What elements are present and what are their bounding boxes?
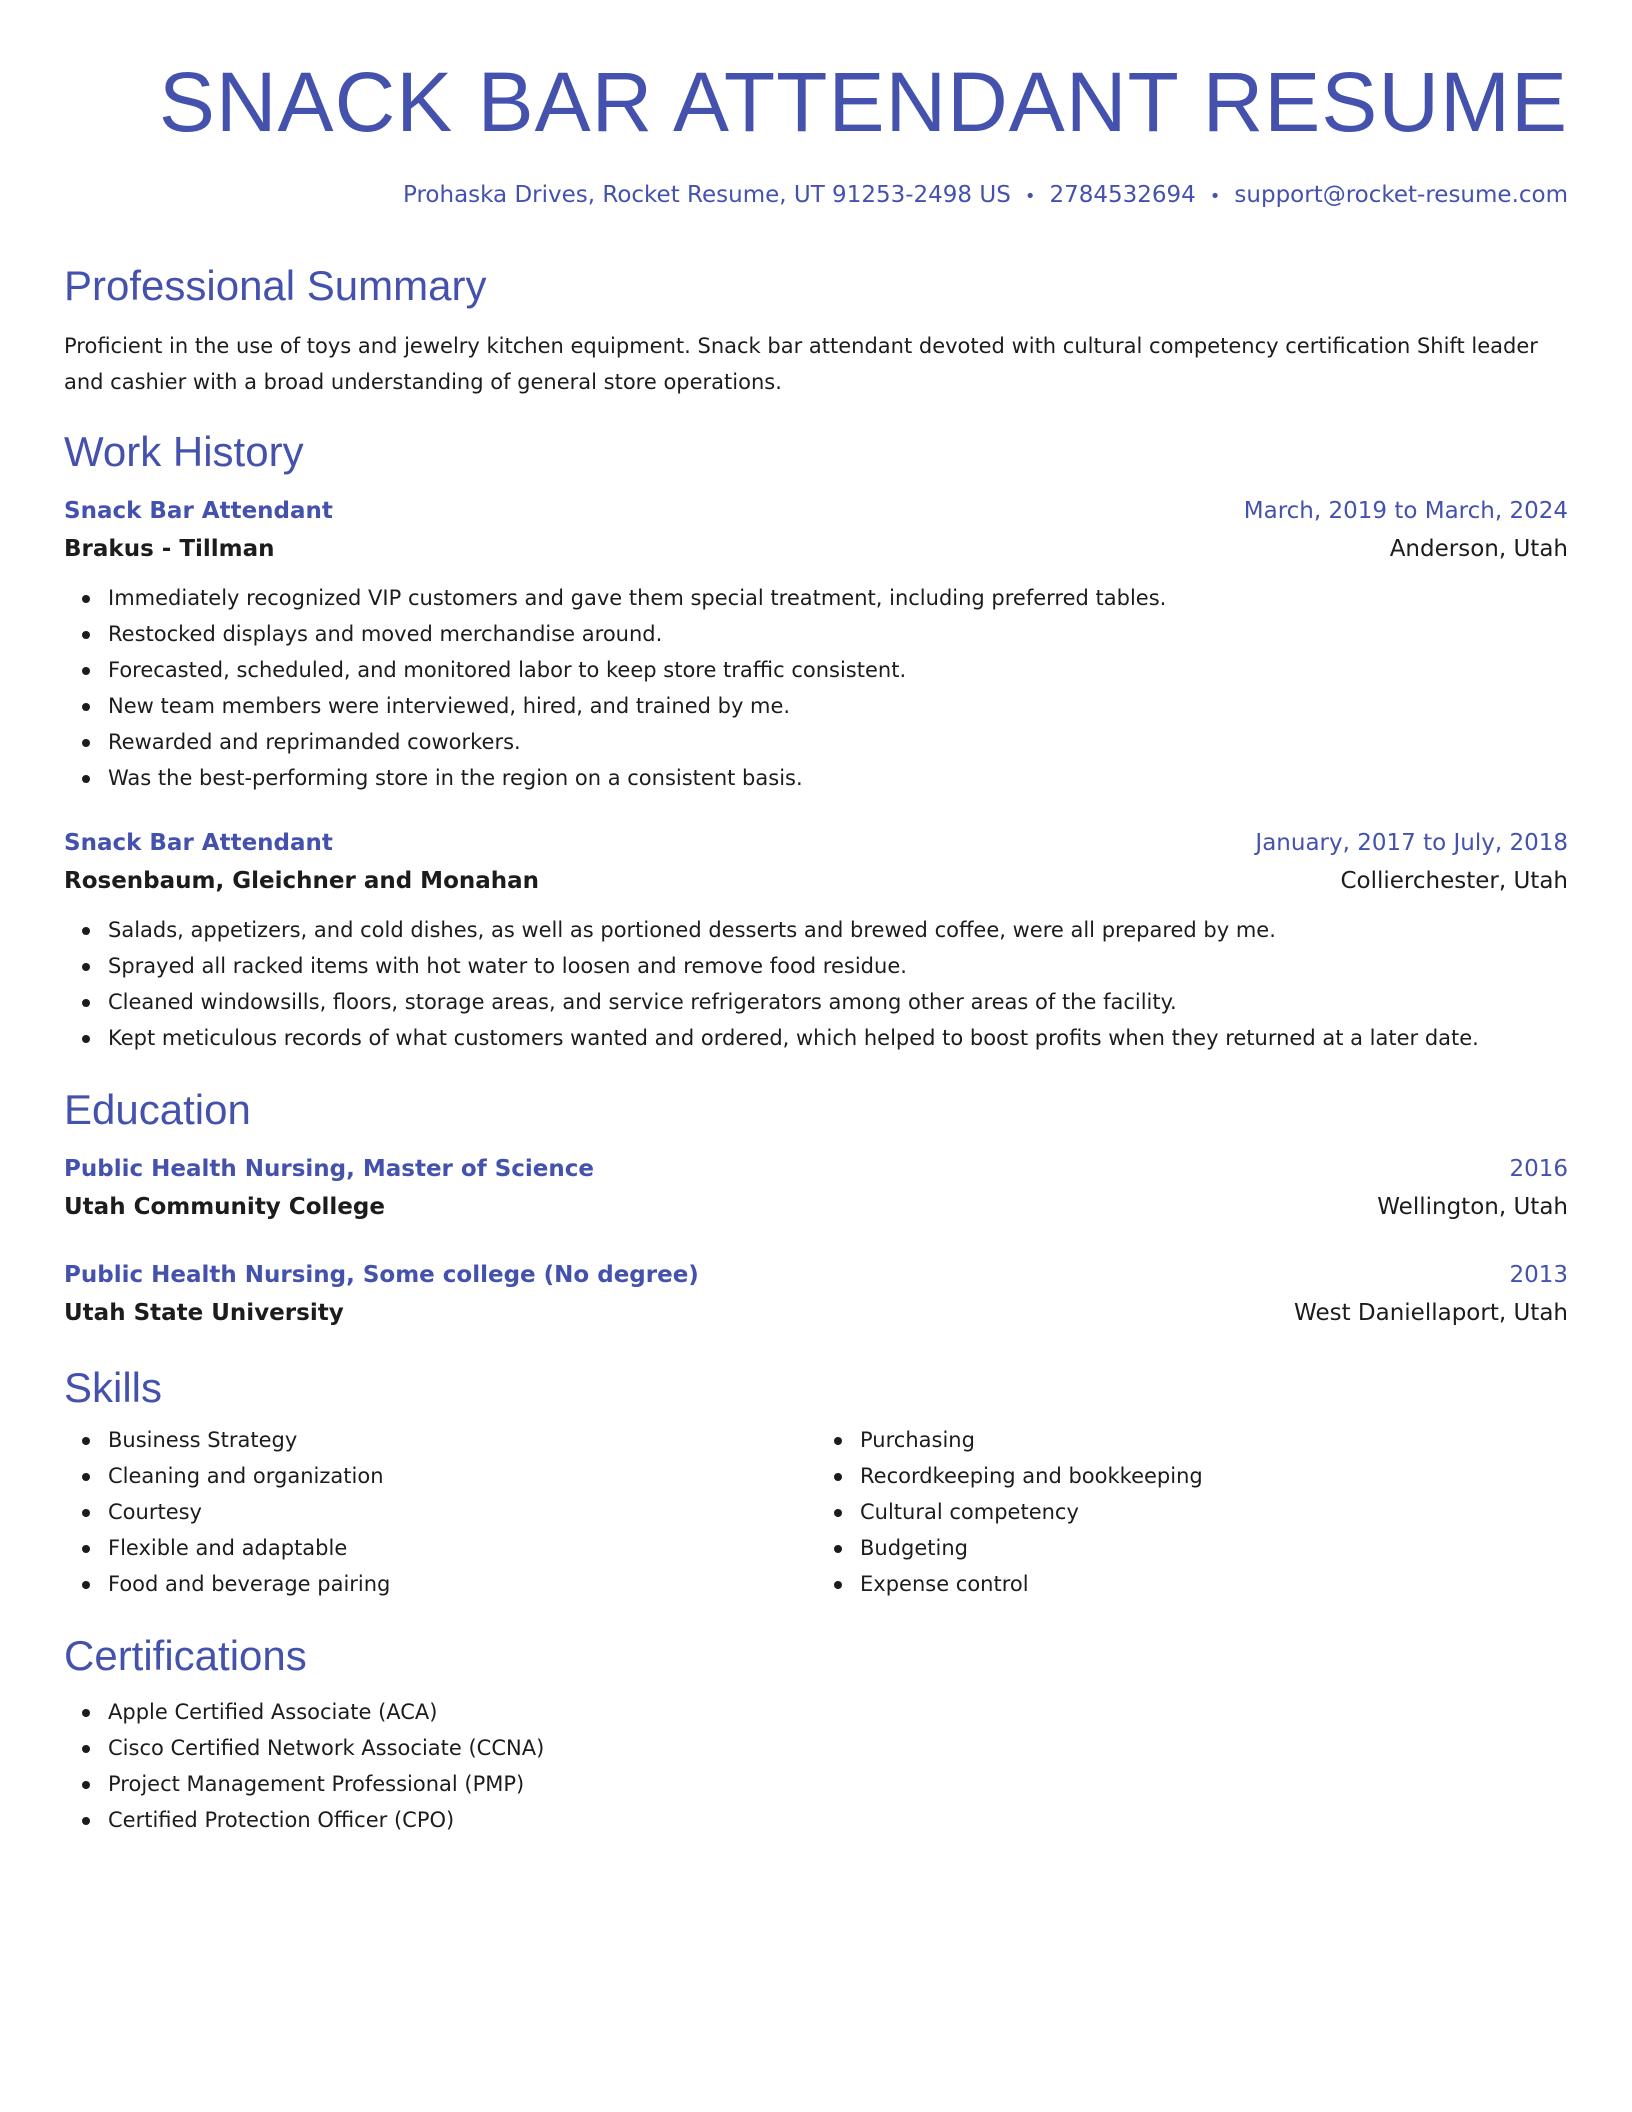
education-location: Wellington, Utah (1377, 1194, 1568, 1220)
job-bullet: Kept meticulous records of what customers wanted and ordered, which helped to boost profits when they returned at a later date. (108, 1020, 1568, 1056)
job-entry (64, 492, 1568, 796)
job-company-row (64, 862, 1568, 900)
education-school-row (64, 1294, 1568, 1332)
skill-item: Purchasing (860, 1422, 1568, 1458)
education-header-row (64, 1150, 1568, 1188)
skills-list-left (64, 1422, 816, 1602)
skill-item: Budgeting (860, 1530, 1568, 1566)
job-dates: March, 2019 to March, 2024 (1243, 498, 1568, 524)
job-title: Snack Bar Attendant (64, 830, 333, 856)
job-bullet: Cleaned windowsills, floors, storage areas, and service refrigerators among other areas of the facility. (108, 984, 1568, 1020)
job-company: Brakus - Tillman (64, 536, 275, 562)
skill-item: Flexible and adaptable (108, 1530, 816, 1566)
job-company: Rosenbaum, Gleichner and Monahan (64, 868, 540, 894)
skill-item: Expense control (860, 1566, 1568, 1602)
skills-list-right (816, 1422, 1568, 1602)
contact-phone: 2784532694 (1049, 182, 1196, 208)
education-degree: Public Health Nursing, Master of Science (64, 1156, 594, 1182)
contact-separator: • (1209, 186, 1221, 207)
skill-item: Courtesy (108, 1494, 816, 1530)
certification-item: Cisco Certified Network Associate (CCNA) (108, 1730, 1568, 1766)
job-bullet: Salads, appetizers, and cold dishes, as well as portioned desserts and brewed coffee, were all prepared by me. (108, 912, 1568, 948)
summary-text: Proficient in the use of toys and jewelry kitchen equipment. Snack bar attendant devoted with cultural competency certification Shift leader and cashier with a broad understanding of general store operations. (64, 334, 1538, 394)
job-bullet: Was the best-performing store in the region on a consistent basis. (108, 760, 1568, 796)
job-bullet: Sprayed all racked items with hot water to loosen and remove food residue. (108, 948, 1568, 984)
skill-item: Food and beverage pairing (108, 1566, 816, 1602)
job-bullets (64, 580, 1568, 796)
contact-line (64, 180, 1568, 212)
job-location: Anderson, Utah (1389, 536, 1568, 562)
contact-separator: • (1024, 186, 1036, 207)
contact-address: Prohaska Drives, Rocket Resume, UT 91253-2498 US (403, 182, 1011, 208)
resume-name: SNACK BAR ATTENDANT RESUME (158, 55, 1568, 149)
skill-item: Recordkeeping and bookkeeping (860, 1458, 1568, 1494)
job-dates: January, 2017 to July, 2018 (1255, 830, 1568, 856)
skills-heading: Skills (64, 1364, 163, 1411)
job-title: Snack Bar Attendant (64, 498, 333, 524)
job-location: Collierchester, Utah (1340, 868, 1568, 894)
skills-grid (64, 1422, 1568, 1602)
certification-item: Certified Protection Officer (CPO) (108, 1802, 1568, 1838)
job-bullet: Restocked displays and moved merchandise around. (108, 616, 1568, 652)
education-header-row (64, 1256, 1568, 1294)
job-bullet: Immediately recognized VIP customers and gave them special treatment, including preferred tables. (108, 580, 1568, 616)
job-bullets (64, 912, 1568, 1056)
job-bullet: Forecasted, scheduled, and monitored labor to keep store traffic consistent. (108, 652, 1568, 688)
education-year: 2016 (1509, 1156, 1568, 1182)
education-degree: Public Health Nursing, Some college (No degree) (64, 1262, 699, 1288)
job-company-row (64, 530, 1568, 568)
education-school: Utah Community College (64, 1194, 385, 1220)
education-location: West Daniellaport, Utah (1294, 1300, 1568, 1326)
education-entry (64, 1256, 1568, 1332)
skill-item: Cultural competency (860, 1494, 1568, 1530)
certification-item: Apple Certified Associate (ACA) (108, 1694, 1568, 1730)
certifications-list (64, 1694, 1568, 1838)
job-bullet: Rewarded and reprimanded coworkers. (108, 724, 1568, 760)
job-entry (64, 824, 1568, 1056)
summary-heading: Professional Summary (64, 262, 487, 309)
education-entry (64, 1150, 1568, 1226)
education-school: Utah State University (64, 1300, 344, 1326)
contact-email: support@rocket-resume.com (1234, 182, 1568, 208)
education-heading: Education (64, 1086, 251, 1133)
job-header-row (64, 824, 1568, 862)
certification-item: Project Management Professional (PMP) (108, 1766, 1568, 1802)
education-year: 2013 (1509, 1262, 1568, 1288)
work-history-heading: Work History (64, 428, 304, 475)
skill-item: Business Strategy (108, 1422, 816, 1458)
certifications-heading: Certifications (64, 1632, 307, 1679)
education-school-row (64, 1188, 1568, 1226)
skill-item: Cleaning and organization (108, 1458, 816, 1494)
job-header-row (64, 492, 1568, 530)
job-bullet: New team members were interviewed, hired, and trained by me. (108, 688, 1568, 724)
